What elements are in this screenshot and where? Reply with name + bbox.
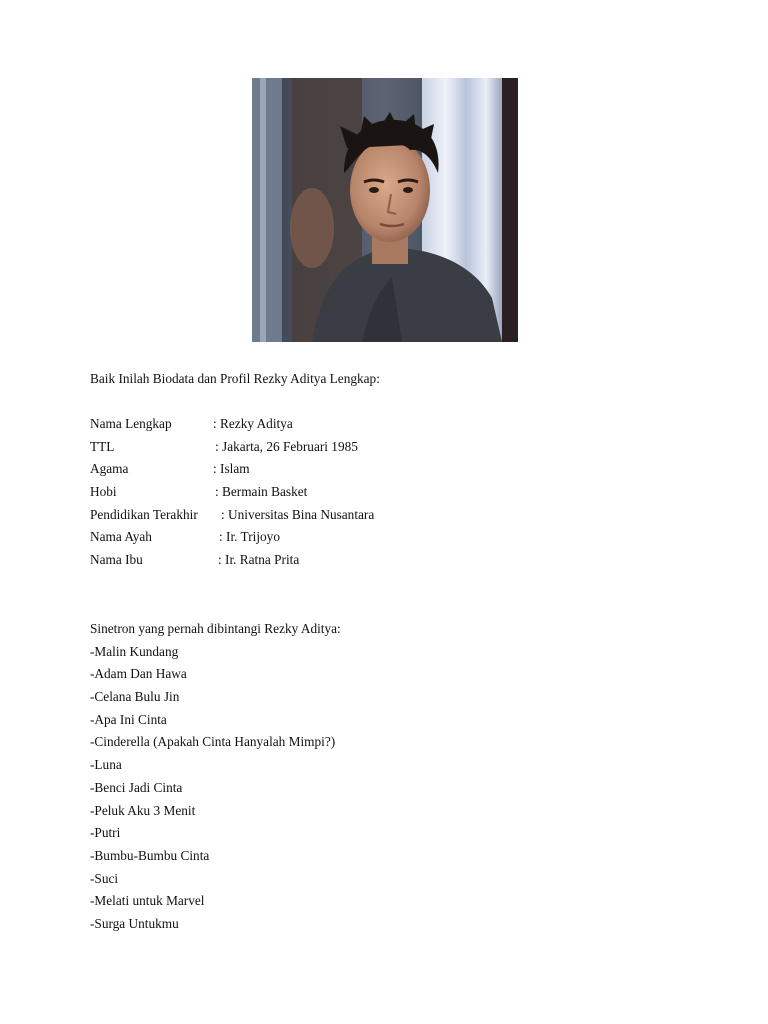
biodata-value: : Universitas Bina Nusantara [221, 506, 375, 522]
list-item: -Surga Untukmu [90, 915, 179, 931]
list-item: -Putri [90, 825, 121, 841]
list-item: -Adam Dan Hawa [90, 666, 187, 682]
list-item: -Peluk Aku 3 Menit [90, 802, 196, 818]
biodata-label: Hobi [90, 484, 117, 500]
biodata-label: Nama Ayah [90, 529, 152, 545]
profile-photo [252, 78, 518, 342]
intro-text: Baik Inilah Biodata dan Profil Rezky Aditya Lengkap: [90, 371, 380, 386]
list-item: -Celana Bulu Jin [90, 689, 180, 705]
list-item: -Malin Kundang [90, 643, 179, 659]
list-item: -Bumbu-Bumbu Cinta [90, 847, 210, 863]
list-item: -Melati untuk Marvel [90, 893, 205, 909]
list-item: -Apa Ini Cinta [90, 711, 167, 727]
biodata-label: Nama Ibu [90, 552, 143, 568]
biodata-value: : Ir. Trijoyo [219, 529, 280, 545]
biodata-label: TTL [90, 438, 115, 454]
sinetron-heading: Sinetron yang pernah dibintangi Rezky Aditya: [90, 621, 341, 636]
biodata-value: : Islam [213, 461, 250, 477]
biodata-label: Nama Lengkap [90, 416, 172, 431]
list-item: -Cinderella (Apakah Cinta Hanyalah Mimpi?) [90, 734, 336, 750]
sinetron-section [90, 618, 341, 936]
biodata-value: : Bermain Basket [215, 484, 308, 500]
biodata-value: : Rezky Aditya [213, 416, 293, 431]
biodata-label: Agama [90, 461, 129, 477]
biodata-label: Pendidikan Terakhir [90, 506, 198, 522]
list-item: -Suci [90, 870, 119, 886]
biodata-value: : Ir. Ratna Prita [218, 552, 300, 568]
biodata-value: : Jakarta, 26 Februari 1985 [215, 438, 358, 454]
list-item: -Luna [90, 757, 122, 773]
list-item: -Benci Jadi Cinta [90, 779, 183, 795]
